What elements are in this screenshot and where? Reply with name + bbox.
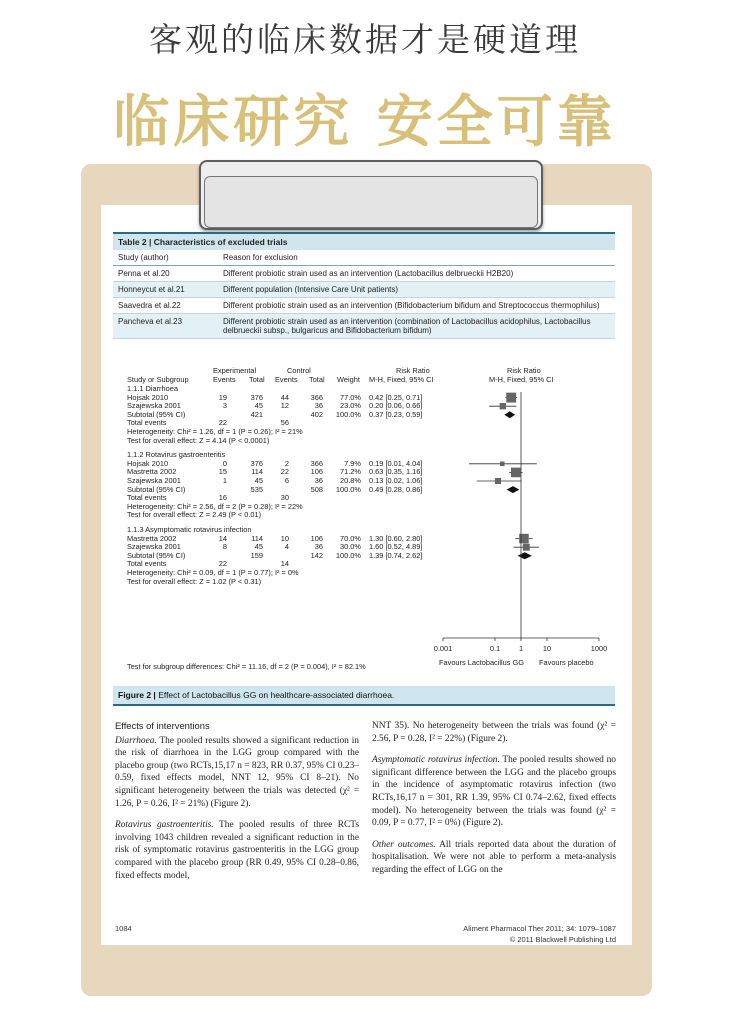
study-name: Szajewska 2001 (127, 542, 181, 552)
col-weight: Weight (337, 375, 360, 384)
paragraph-lead: Rotavirus gastroenteritis. (115, 820, 214, 831)
table-header (113, 250, 615, 266)
paragraph-lead: Other outcomes. (372, 839, 436, 850)
paragraph-text: NNT 35). No heterogeneity between the trials was found (χ² = 2.56, P = 0.28, I² = 22%) (Figure 2). (372, 721, 616, 744)
study-c-events: 12 (280, 401, 289, 411)
heterogeneity: Heterogeneity: Chi² = 1.26, df = 1 (P = 0.26); I² = 21% (127, 427, 303, 436)
paragraph-text: The pooled results of three RCTs involving 1043 children revealed a significant reduction in the risk of symptomatic rotavirus gastroenteritis in the LGG group compared with the placebo group (RR 0.49, 95% CI 0.28–0.86, fixed effects model, (115, 820, 359, 881)
subtotal-weight: 100.0% (335, 484, 361, 494)
study-e-events: 14 (218, 533, 227, 543)
subtotal-e-total: 159 (250, 550, 263, 560)
study-e-total: 114 (251, 467, 263, 477)
figure-caption (113, 686, 615, 706)
study-point (506, 393, 516, 403)
overall-effect: Test for overall effect: Z = 4.14 (P < 0.0001) (127, 435, 270, 445)
study-e-events: 8 (222, 542, 227, 552)
x-tick-label: 0.1 (489, 644, 501, 653)
clipboard-clip-plate (204, 176, 538, 228)
study-ci: 1.30 [0.60, 2.80] (369, 533, 423, 543)
subtotal-e-total: 535 (250, 484, 263, 494)
study-weight: 7.9% (344, 458, 361, 468)
study-e-total: 45 (254, 476, 263, 485)
study-weight: 70.0% (340, 533, 361, 543)
copyright: © 2011 Blackwell Publishing Ltd (509, 935, 616, 944)
page-number: 1084 (115, 924, 132, 933)
col-method: M-H, Fixed, 95% CI (369, 375, 434, 384)
subtotal-weight: 100.0% (335, 409, 361, 419)
paragraph-text: The pooled results showed no significant difference between the LGG and the placebo groups in the incidence of asymptomatic rotavirus infection (two RCTs,16,17 n = 301, RR 1.39, 95% CI 0.74–2.62, fixed effects model). No heterogeneity between the trials was found (χ² = 0.09, P = 0.77, I² = 0%) (Figure 2). (372, 755, 616, 829)
study-ci: 0.13 [0.02, 1.06] (369, 476, 423, 485)
paragraph-text: The pooled results showed a significant reduction in the risk of diarrhoea in the LGG group compared with the placebo group (two RCTs,15,17 n = 823, RR 0.37, 95% CI 0.23–0.59, fixed effects model, NNT 12, 95% CI 8–21). No significant heterogeneity between the trials was detected (χ² = 1.26, P = 0.26, I² = 21%) (Figure 2). (115, 735, 359, 809)
study-c-events: 2 (284, 458, 289, 468)
study-c-total: 36 (314, 401, 323, 411)
table-row (113, 282, 615, 298)
article-left-column (115, 720, 359, 891)
table-row (113, 266, 615, 282)
study-c-total: 366 (310, 392, 323, 402)
subtotal-e-total: 421 (250, 409, 263, 419)
table-cell-reason: Different population (Intensive Care Unit patients) (223, 285, 399, 294)
paragraph (372, 720, 616, 745)
study-ci: 0.63 [0.35, 1.16] (369, 467, 423, 477)
study-name: Szajewska 2001 (127, 401, 181, 411)
study-c-events: 22 (280, 467, 289, 477)
study-e-events: 3 (222, 401, 227, 411)
study-c-total: 36 (314, 542, 323, 552)
study-c-total: 106 (310, 533, 323, 543)
figure-caption-prefix: Figure 2 | (118, 690, 156, 700)
study-ci: 1.60 [0.52, 4.89] (369, 542, 423, 552)
study-c-total: 106 (310, 467, 323, 477)
total-events-e: 22 (218, 559, 227, 569)
col-method-plot: M-H, Fixed, 95% CI (489, 375, 554, 384)
subtotal-diamond (518, 552, 532, 559)
x-tick-label: 1 (518, 644, 524, 653)
favours-right: Favours placebo (539, 658, 594, 667)
journal-citation: Aliment Pharmacol Ther 2011; 34: 1079–1087 (463, 924, 616, 933)
study-weight: 30.0% (340, 542, 361, 552)
table-caption: Table 2 | Characteristics of excluded trials (113, 232, 615, 250)
total-events-c: 14 (280, 559, 289, 569)
paragraph (115, 735, 359, 811)
article-right-column (372, 720, 616, 886)
subgroup-test: Test for subgroup differences: Chi² = 11.16, df = 2 (P = 0.004), I² = 82.1% (127, 662, 366, 671)
subgroup-heading: 1.1.1 Diarrhoea (127, 384, 178, 393)
study-e-events: 0 (222, 458, 227, 468)
subtotal-diamond (504, 411, 515, 418)
subtotal-c-total: 508 (310, 484, 323, 494)
subtotal-ci: 1.39 [0.74, 2.62] (369, 550, 423, 560)
paragraph (372, 754, 616, 830)
table-cell-study: Honneycut et al.21 (118, 285, 185, 294)
banner-subtitle: 临床研究 安全可靠 (113, 90, 617, 155)
study-e-total: 45 (254, 542, 263, 552)
heterogeneity: Heterogeneity: Chi² = 2.56, df = 2 (P = 0.28); I² = 22% (127, 501, 303, 511)
study-c-events: 44 (280, 392, 289, 402)
subtotal-diamond (507, 486, 520, 493)
study-point (523, 544, 530, 551)
col-e-events: Events (213, 375, 236, 384)
col-e-total: Total (249, 375, 265, 384)
study-name: Hojsak 2010 (127, 458, 169, 468)
study-e-events: 19 (218, 392, 227, 402)
table-cell-study: Penna et al.20 (118, 269, 170, 278)
subtotal-weight: 100.0% (335, 550, 361, 560)
study-name: Hojsak 2010 (127, 392, 169, 402)
paragraph-lead: Asymptomatic rotavirus infection. (372, 755, 500, 766)
forest-plot-svg (113, 362, 615, 682)
paragraph-lead: Diarrhoea. (115, 735, 157, 746)
study-name: Szajewska 2001 (127, 476, 181, 485)
table-row (113, 298, 615, 314)
study-weight: 23.0% (340, 401, 361, 411)
study-c-events: 4 (284, 542, 289, 552)
forest-plot (113, 362, 615, 682)
section-heading: Effects of interventions (115, 720, 210, 731)
subtotal-label: Subtotal (95% CI) (127, 484, 186, 494)
col-control: Control (287, 366, 311, 375)
col-c-total: Total (309, 375, 325, 384)
subtotal-ci: 0.49 [0.28, 0.86] (369, 484, 423, 494)
total-events-e: 22 (218, 418, 227, 428)
subtotal-c-total: 142 (310, 550, 323, 560)
study-e-total: 376 (250, 392, 263, 402)
col-risk-ratio-plot: Risk Ratio (507, 366, 541, 375)
total-events-label: Total events (127, 493, 167, 503)
paragraph (372, 839, 616, 877)
figure-caption-text: Effect of Lactobacillus GG on healthcare-associated diarrhoea. (158, 690, 395, 700)
paragraph-text: All trials reported data about the duration of hospitalisation. We were not able to perform a meta-analysis regarding the effect of LGG on the (372, 839, 617, 875)
heterogeneity: Heterogeneity: Chi² = 0.09, df = 1 (P = 0.77); I² = 0% (127, 568, 299, 577)
subtotal-ci: 0.37 [0.23, 0.59] (369, 409, 423, 419)
banner-title: 客观的临床数据才是硬道理 (149, 20, 581, 59)
paragraph (115, 819, 359, 882)
total-events-label: Total events (127, 559, 167, 569)
study-c-events: 10 (280, 533, 289, 543)
total-events-e: 16 (218, 493, 227, 503)
study-e-total: 114 (251, 533, 263, 543)
table-row (113, 314, 615, 339)
study-point (500, 462, 505, 467)
col-c-events: Events (275, 375, 298, 384)
study-ci: 0.19 [0.01, 4.04] (369, 458, 423, 468)
excluded-trials-table (113, 232, 615, 339)
study-name: Mastretta 2002 (127, 533, 177, 543)
subtotal-label: Subtotal (95% CI) (127, 409, 186, 419)
col-study: Study or Subgroup (127, 375, 189, 384)
study-e-total: 45 (254, 401, 263, 411)
table-header-study: Study (author) (118, 253, 169, 262)
study-e-total: 376 (250, 458, 263, 468)
study-weight: 71.2% (340, 467, 361, 477)
study-weight: 77.0% (340, 392, 361, 402)
total-events-label: Total events (127, 418, 167, 428)
study-point (511, 468, 521, 478)
total-events-c: 56 (280, 418, 289, 428)
study-c-events: 6 (284, 476, 289, 485)
subgroup-heading: 1.1.3 Asymptomatic rotavirus infection (127, 525, 252, 534)
study-ci: 0.42 [0.25, 0.71] (369, 392, 423, 402)
table-cell-reason: Different probiotic strain used as an intervention (Lactobacillus delbrueckii H2B20) (223, 269, 514, 278)
study-point (500, 403, 506, 409)
study-e-events: 15 (218, 467, 227, 477)
table-header-reason: Reason for exclusion (223, 253, 298, 262)
study-weight: 20.8% (340, 476, 361, 485)
study-e-events: 1 (222, 476, 227, 485)
study-c-total: 366 (310, 458, 323, 468)
table-cell-reason: Different probiotic strain used as an intervention (Bifidobacterium bifidum and Streptococcus thermophilus) (223, 301, 600, 310)
overall-effect: Test for overall effect: Z = 1.02 (P < 0.31) (127, 576, 262, 586)
x-tick-label: 10 (542, 644, 552, 653)
total-events-c: 30 (280, 493, 289, 503)
subtotal-c-total: 402 (310, 409, 323, 419)
col-risk-ratio: Risk Ratio (396, 366, 430, 375)
col-experimental: Experimental (213, 366, 257, 375)
x-tick-label: 1000 (590, 644, 608, 653)
overall-effect: Test for overall effect: Z = 2.49 (P < 0.01) (127, 510, 262, 520)
table-cell-reason: Different probiotic strain used as an intervention (combination of Lactobacillus acidophilus, Lactobacillus delbrueckii subsp., bulgaricus and Bifidobacterium bifidum) (223, 317, 591, 335)
study-c-total: 36 (314, 476, 323, 485)
table-cell-study: Saavedra et al.22 (118, 301, 181, 310)
subgroup-heading: 1.1.2 Rotavirus gastroenteritis (127, 450, 226, 460)
subtotal-label: Subtotal (95% CI) (127, 550, 186, 560)
x-tick-label: 0.001 (433, 644, 453, 653)
favours-left: Favours Lactobacillus GG (439, 658, 525, 667)
study-name: Mastretta 2002 (127, 467, 177, 477)
table-cell-study: Pancheva et al.23 (118, 317, 183, 326)
study-point (495, 478, 501, 484)
study-ci: 0.20 [0.06, 0.66] (369, 401, 423, 411)
